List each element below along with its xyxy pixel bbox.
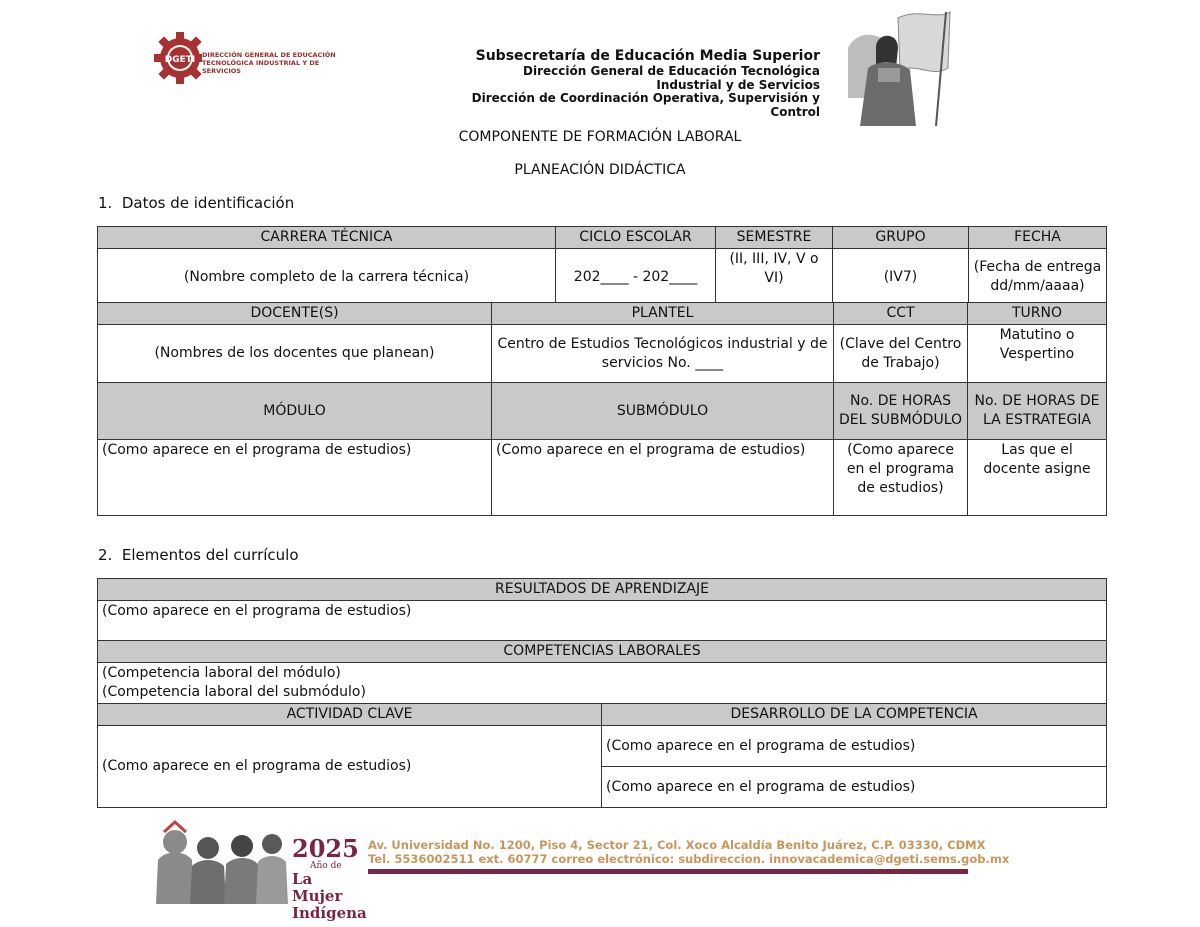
- svg-text:DGETI: DGETI: [164, 55, 196, 65]
- value-semestre: (II, III, IV, V o VI): [716, 249, 833, 306]
- header-cct: CCT: [834, 303, 968, 325]
- header-competencias: COMPETENCIAS LABORALES: [98, 641, 1107, 663]
- value-desarrollo-2: (Como aparece en el programa de estudios): [602, 767, 1107, 808]
- value-competencia-submodulo: (Competencia laboral del submódulo): [102, 684, 366, 700]
- section1-title: Datos de identificación: [121, 194, 295, 212]
- value-resultados: (Como aparece en el programa de estudios): [98, 601, 1107, 641]
- header-line5: Control: [770, 104, 820, 119]
- header-actividad: ACTIVIDAD CLAVE: [98, 704, 602, 726]
- value-desarrollo-1: (Como aparece en el programa de estudios): [602, 726, 1107, 767]
- value-carrera: (Nombre completo de la carrera técnica): [98, 249, 556, 306]
- section1-heading: [98, 194, 294, 212]
- value-horas-submodulo: (Como aparece en el programa de estudios): [834, 440, 968, 516]
- header-turno: TURNO: [968, 303, 1107, 325]
- section2-title: Elementos del currículo: [121, 546, 299, 564]
- section1-number: 1.: [98, 194, 113, 212]
- header-grupo: GRUPO: [833, 227, 969, 249]
- header-line2: Dirección General de Educación Tecnológica: [523, 64, 820, 78]
- header-line4: Dirección de Coordinación Operativa, Supervisión y: [471, 91, 820, 105]
- value-actividad: (Como aparece en el programa de estudios): [98, 726, 602, 808]
- page-title-planning: PLANEACIÓN DIDÁCTICA: [514, 162, 686, 178]
- dgeti-logo: [152, 30, 352, 90]
- header-fecha: FECHA: [969, 227, 1107, 249]
- page-title-component: COMPONENTE DE FORMACIÓN LABORAL: [458, 129, 742, 145]
- header-modulo: MÓDULO: [98, 383, 492, 440]
- value-modulo: (Como aparece en el programa de estudios): [98, 440, 492, 516]
- section2-number: 2.: [98, 546, 113, 564]
- header-desarrollo: DESARROLLO DE LA COMPETENCIA: [602, 704, 1107, 726]
- value-cct: (Clave del Centro de Trabajo): [834, 325, 968, 383]
- value-ciclo: 202____ - 202____: [556, 249, 716, 306]
- identification-table-a: [97, 226, 1107, 306]
- value-horas-estrategia: Las que el docente asigne: [968, 440, 1107, 516]
- curriculum-table: [97, 578, 1107, 808]
- header-horas-submodulo: No. DE HORAS DEL SUBMÓDULO: [834, 383, 968, 440]
- footer-contact: Tel. 5536002511 ext. 60777 correo electrónico: subdireccion. innovacademica@dgeti.sems.gob.mx: [368, 852, 1010, 866]
- header-line3: Industrial y de Servicios: [656, 77, 820, 92]
- footer-year-badge: [292, 834, 367, 922]
- value-docentes: (Nombres de los docentes que planean): [98, 325, 492, 383]
- header-line1: Subsecretaría de Educación Media Superior: [475, 48, 820, 64]
- dgeti-gear-icon: [152, 30, 202, 86]
- header-plantel: PLANTEL: [492, 303, 834, 325]
- header-institution: [472, 48, 820, 119]
- value-grupo: (IV7): [833, 249, 969, 306]
- value-fecha: (Fecha de entrega dd/mm/aaaa): [969, 249, 1107, 306]
- value-turno: Matutino o Vespertino: [968, 325, 1107, 383]
- header-submodulo: SUBMÓDULO: [492, 383, 834, 440]
- value-competencia-modulo: (Competencia laboral del módulo): [102, 665, 341, 681]
- footer-slogan-line1: La Mujer: [292, 870, 343, 905]
- footer-year-sub: Año de: [310, 861, 342, 871]
- footer-year: 2025: [292, 834, 359, 863]
- logo-text-line1: DIRECCIÓN GENERAL DE EDUCACIÓN: [202, 51, 336, 59]
- value-competencias: [98, 663, 1107, 704]
- header-woman-flag-image: [838, 8, 954, 126]
- header-ciclo: CICLO ESCOLAR: [556, 227, 716, 249]
- header-horas-estrategia: No. DE HORAS DE LA ESTRATEGIA: [968, 383, 1107, 440]
- footer-address: Av. Universidad No. 1200, Piso 4, Sector 21, Col. Xoco Alcaldía Benito Juárez, C.P. 03330, CDMX: [368, 838, 986, 852]
- value-submodulo: (Como aparece en el programa de estudios): [492, 440, 834, 516]
- header-carrera: CARRERA TÉCNICA: [98, 227, 556, 249]
- header-semestre: SEMESTRE: [716, 227, 833, 249]
- header-docentes: DOCENTE(S): [98, 303, 492, 325]
- footer-women-illustration: [150, 820, 290, 904]
- footer-rule: [368, 869, 968, 874]
- header-resultados: RESULTADOS DE APRENDIZAJE: [98, 579, 1107, 601]
- value-plantel: Centro de Estudios Tecnológicos industrial y de servicios No. ____: [492, 325, 834, 383]
- logo-text-line2: TECNOLÓGICA INDUSTRIAL Y DE SERVICIOS: [202, 59, 320, 75]
- footer-slogan-line2: Indígena: [292, 904, 367, 922]
- section2-heading: [98, 546, 299, 564]
- identification-table-b: [97, 302, 1107, 516]
